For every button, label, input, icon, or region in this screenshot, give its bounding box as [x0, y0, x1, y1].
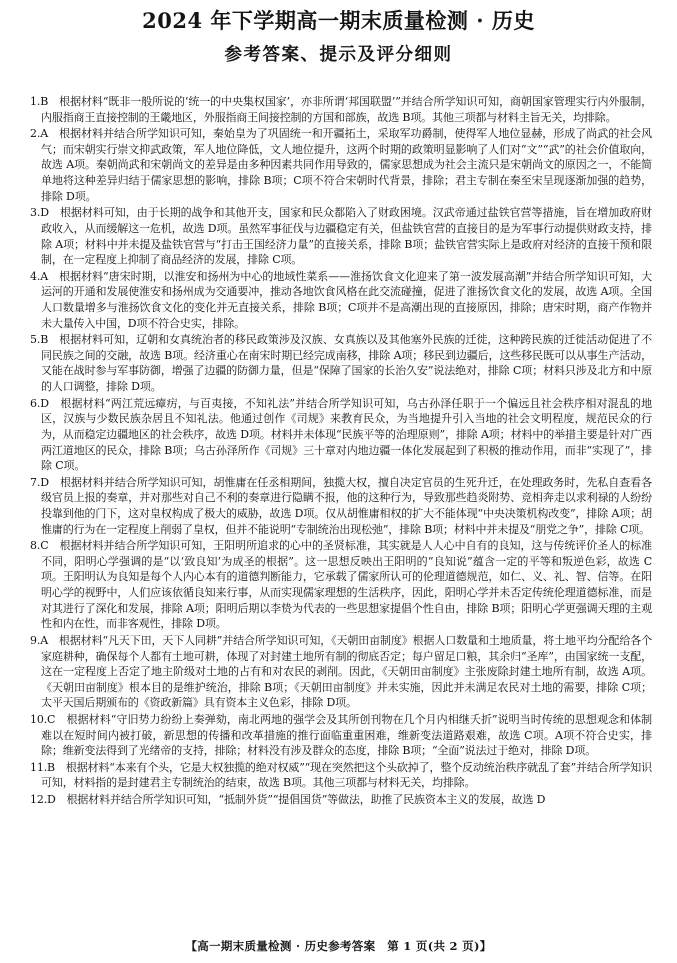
- answer-item-6: [30, 396, 652, 474]
- answer-item-10: [30, 712, 652, 759]
- answer-number: 3.D: [30, 206, 49, 220]
- answer-item-9: [30, 633, 652, 711]
- answer-item-5: [30, 332, 652, 394]
- answer-text: 根据材料“两江荒远瘴疠，与百夷接，不知礼法”并结合所学知识可知，乌古孙泽任职于一个偏远且社会秩序相对混乱的地区，汉族与少数民族杂居且不知礼法。他通过创作《司规》来教育民众，为当地提升引入当地的社会文明程度，规范民众的行为，从而稳定边疆地区的社会秩序，故选 D项。材料并未体现“民族平等的治理原则”，排除 A项；材料中的举措主要是针对广西两江道地区的民众，排除 B项；乌古孙泽所作《司规》三十章对内地边疆一体化发展起到了积极的推动作用，而非“实现了”，排除 C项。: [41, 396, 652, 473]
- answer-item-2: [30, 126, 652, 204]
- answer-number: 12.D: [30, 793, 56, 807]
- answer-number: 11.B: [30, 760, 55, 774]
- answer-number: 1.B: [30, 95, 49, 108]
- answer-text: 根据材料“既非一般所说的‘统一的中央集权国家’，亦非所谓‘邦国联盟’”并结合所学知识可知，商朝国家管理实行内外服制，内服指商王直接控制的王畿地区，外服指商王间接控制的方国和部族，故选 B项。其他三项都与材料主旨无关，均排除。: [41, 95, 653, 124]
- answer-text: 根据材料可知，辽朝和女真统治者的移民政策涉及汉族、女真族以及其他塞外民族的迁徙，这种跨民族的迁徙活动促进了不同民族之间的交融，故选 B项。经济重心在南宋时期已经完成南移，排除 A项；移民到边疆后，这些移民既可以从事生产活动，又能在战时参与军事防御，增强了边疆的防御力量，但是“保障了国家的长治久安”说法绝对，排除 C项；材料只涉及北方和中原的人口调整，排除 D项。: [41, 333, 652, 394]
- answer-number: 6.D: [30, 396, 49, 410]
- page-title: 2024 年下学期高一期末质量检测 · 历史: [142, 8, 535, 33]
- page-footer: 【高一期末质量检测 · 历史参考答案 第 1 页(共 2 页)】: [185, 939, 492, 953]
- answer-item-11: [30, 760, 652, 791]
- answer-number: 5.B: [30, 333, 49, 347]
- answer-item-12: [30, 792, 652, 808]
- answer-number: 9.A: [30, 633, 48, 647]
- answer-text: 根据材料并结合所学知识可知，“抵制外货”“提倡国货”等做法，助推了民族资本主义的发展，故选 D: [66, 793, 546, 807]
- answer-text: 根据材料“守旧势力纷纷上奏弹劾，南北两地的强学会及其所创刊物在几个月内相继夭折”说明当时传统的思想观念和体制难以在短时间内被打破，新思想的传播和改革措施的推行面临重重困难，维新变法道路艰难，故选 C项。A项不符合史实，排除；维新变法得到了光绪帝的支持，排除；材料没有涉及群众的态度，排除 B项；“全面”说法过于绝对，排除 D项。: [41, 713, 652, 758]
- answer-text: 根据材料并结合所学知识可知，秦始皇为了巩固统一和开疆拓土，采取军功爵制，使得军人地位显赫，形成了尚武的社会风气；而宋朝实行崇文抑武政策，军人地位降低，文人地位提升，这两个时期的政策明显影响了人们对“文”“武”的社会价值取向，故选 A项。秦朝尚武和宋朝尚文的差异是由多种因素共同作用导致的，儒家思想成为社会主流只是宋朝尚文的原因之一，不能简单地将这种差异归结于儒家思想的影响，排除 B项；C项不符合宋朝时代背景，排除；君主专制在秦至宋呈现逐渐加强的趋势，排除 D项。: [41, 127, 652, 203]
- answer-text: 根据材料并结合所学知识可知，王阳明所追求的心中的圣贤标准，其实就是人人心中自有的良知，这与传统评价圣人的标准不同，阳明心学强调的是“以‘致良知’为成圣的根据”。这一思想反映出王阳明的“良知说”蕴含一定的平等和叛逆色彩，故选 C项。王阳明认为良知是每个人内心本有的道德判断能力，它承载了儒家所认可的伦理道德规范，如仁、义、礼、智、信等。在阳明心学的视野中，人们应该依循良知来行事，从而实现儒家理想的生活秩序，因此，阳明心学并未否定传统伦理道德标准，而是对其进行了深化和发展，排除 A项；阳明后期以李贽为代表的一些思想家提倡个性自由，排除 B项；阳明心学更强调天理的主观性和内在性，而非客观性，排除 D项。: [41, 539, 652, 631]
- answer-number: 7.D: [30, 475, 49, 489]
- answer-item-3: [30, 205, 652, 267]
- answer-list: [30, 94, 652, 809]
- answer-text: 根据材料“本来有个头，它是大权独揽的绝对权威”“现在突然把这个头砍掉了，整个反动统治秩序就乱了套”并结合所学知识可知，材料指的是封建君主专制统治的结束，故选 B项。其他三项都与材料无关，均排除。: [41, 760, 652, 790]
- page-subtitle: 参考答案、提示及评分细则: [224, 45, 453, 65]
- answer-text: 根据材料可知，由于长期的战争和其他开支，国家和民众都陷入了财政困境。汉武帝通过盐铁官营等措施，旨在增加政府财政收入，从而缓解这一危机，故选 D项。虽然军事征伐与边疆稳定有关，但盐铁官营的直接目的是为军事行动提供财政支持，排除 A项；材料中并未提及盐铁官营与“打击王国经济力量”的直接关系，排除 B项；盐铁官营实际上是政府对经济的直接干预和限制，在一定程度上抑制了商品经济的发展，排除 C项。: [41, 206, 652, 267]
- answer-item-7: [30, 475, 652, 537]
- answer-text: 根据材料“凡天下田，天下人同耕”并结合所学知识可知，《天朝田亩制度》根据人口数量和土地质量，将土地平均分配给各个家庭耕种，确保每个人都有土地可耕，体现了对封建土地所有制的彻底否定；每户留足口粮，其余归“圣库”，由国家统一支配，这在一定程度上否定了地主阶级对土地的占有和对农民的剥削。因此，《天朝田亩制度》主张废除封建土地所有制，故选 A项。《天朝田亩制度》根本目的是维护统治，排除 B项；《天朝田亩制度》并未实施，因此并未满足农民对土地的需要，排除 C项；太平天国后期颁布的《资政新篇》具有资本主义色彩，排除 D项。: [41, 633, 652, 710]
- answer-item-8: [30, 538, 652, 632]
- answer-number: 4.A: [30, 269, 48, 283]
- answer-text: 根据材料并结合所学知识可知，胡惟庸在任丞相期间，独揽大权，擅自决定官员的生死升迁，在处理政务时，先私自查看各级官员上报的奏章，并对那些对自己不利的奏章进行隐瞒不报，他的这种行为，导致那些趋炎附势、竞相奔走以求利禄的人纷纷投靠到他的门下，这对皇权构成了极大的威胁，故选 D项。仅从胡惟庸相权的扩大不能体现“中央决策机构改变”，排除 A项；胡惟庸的行为在一定程度上削弱了皇权，但并不能说明“专制统治出现松弛”，排除 B项；材料中并未提及“朋党之争”，排除 C项。: [41, 475, 652, 536]
- answer-number: 8.C: [30, 539, 49, 553]
- answer-number: 10.C: [30, 713, 56, 726]
- answer-number: 2.A: [30, 127, 48, 141]
- answer-item-1: [30, 94, 652, 125]
- answer-item-4: [30, 269, 652, 331]
- answer-text: 根据材料“唐宋时期，以淮安和扬州为中心的地域性菜系——淮扬饮食文化迎来了第一波发展高潮”并结合所学知识可知，大运河的开通和发展使淮安和扬州成为交通要冲，推动各地饮食风格在此交流碰撞，促进了淮扬饮食文化的发展，故选 A项。全国人口数量增多与淮扬饮食文化的变化并无直接关系，排除 B项；C项并不是高潮出现的直接原因，排除；唐宋时期，商产作物并未大量传入中国，D项不符合史实，排除。: [41, 269, 652, 330]
